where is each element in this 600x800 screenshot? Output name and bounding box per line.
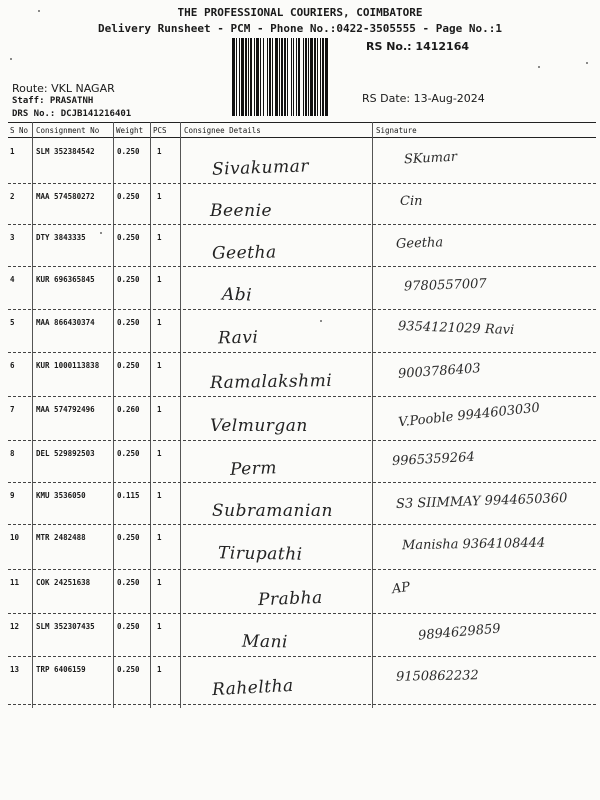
row-weight: 0.250 [117, 275, 140, 284]
row-sno: 12 [10, 622, 20, 631]
table-header-border [8, 137, 596, 138]
row-separator [8, 656, 596, 657]
row-signature-handwriting: S3 SIIMMAY 9944650360 [395, 491, 568, 512]
company-title: THE PROFESSIONAL COURIERS, COIMBATORE [177, 6, 423, 19]
staff-label: Staff: PRASATNH [12, 96, 94, 106]
row-signature-handwriting: 9780557007 [403, 276, 487, 295]
row-consignee-handwriting: Abi [221, 284, 253, 306]
row-consignment-no: SLM 352307435 [36, 622, 95, 631]
row-sno: 4 [10, 275, 15, 284]
row-consignee-handwriting: Sivakumar [211, 156, 310, 180]
header-consignee-details: Consignee Details [184, 126, 261, 135]
row-weight: 0.250 [117, 533, 140, 542]
row-weight: 0.250 [117, 622, 140, 631]
row-separator [8, 440, 596, 441]
row-separator [8, 352, 596, 353]
row-weight: 0.250 [117, 147, 140, 156]
row-signature-handwriting: 9965359264 [391, 449, 476, 470]
row-consignment-no: MTR 2482488 [36, 533, 86, 542]
row-sno: 1 [10, 147, 15, 156]
row-sno: 13 [10, 665, 20, 674]
column-divider [32, 122, 33, 708]
row-consignment-no: KUR 1000113838 [36, 361, 100, 370]
row-consignee-handwriting: Subramanian [212, 501, 333, 521]
row-pcs: 1 [157, 449, 162, 458]
row-signature-handwriting: Cin [400, 194, 423, 209]
row-pcs: 1 [157, 192, 162, 201]
row-separator [8, 183, 596, 184]
row-weight: 0.115 [117, 491, 140, 500]
row-consignment-no: COK 24251638 [36, 578, 91, 587]
row-signature-handwriting: 9894629859 [417, 621, 502, 644]
header-signature: Signature [376, 126, 417, 135]
route-label: Route: VKL NAGAR [12, 82, 115, 95]
row-consignee-handwriting: Ravi [217, 327, 259, 349]
row-weight: 0.250 [117, 361, 140, 370]
header-weight: Weight [116, 126, 144, 135]
row-sno: 3 [10, 233, 15, 242]
row-sno: 7 [10, 405, 15, 414]
row-consignee-handwriting: Perm [229, 458, 278, 480]
row-pcs: 1 [157, 491, 162, 500]
row-separator [8, 396, 596, 397]
row-consignment-no: MAA 866430374 [36, 318, 95, 327]
row-pcs: 1 [157, 622, 162, 631]
row-consignment-no: DEL 529892503 [36, 449, 95, 458]
row-sno: 11 [10, 578, 20, 587]
row-consignee-handwriting: Geetha [211, 242, 277, 264]
row-pcs: 1 [157, 533, 162, 542]
column-divider [150, 122, 151, 708]
drs-number: DRS No.: DCJB141216401 [12, 109, 132, 119]
row-signature-handwriting: 9003786403 [397, 361, 482, 382]
row-weight: 0.250 [117, 665, 140, 674]
table-top-border [8, 122, 596, 123]
row-pcs: 1 [157, 578, 162, 587]
rs-date: RS Date: 13-Aug-2024 [362, 92, 485, 105]
row-consignment-no: KUR 696365845 [36, 275, 95, 284]
row-separator [8, 309, 596, 310]
row-pcs: 1 [157, 147, 162, 156]
row-consignment-no: KMU 3536050 [36, 491, 86, 500]
runsheet-subtitle: Delivery Runsheet - PCM - Phone No.:0422-3505555 - Page No.:1 [98, 22, 502, 35]
row-pcs: 1 [157, 318, 162, 327]
header-sno: S No [10, 126, 29, 135]
row-weight: 0.250 [117, 318, 140, 327]
rs-number [366, 40, 469, 53]
row-weight: 0.250 [117, 578, 140, 587]
row-weight: 0.250 [117, 449, 140, 458]
row-separator [8, 569, 596, 570]
row-separator [8, 613, 596, 614]
header-consignment-no: Consignment No [36, 126, 100, 135]
row-signature-handwriting: Geetha [395, 235, 444, 252]
row-consignee-handwriting: Ramalakshmi [209, 370, 333, 394]
row-consignment-no: DTY 3843335 [36, 233, 86, 242]
row-signature-handwriting: 9354121029 Ravi [397, 318, 515, 339]
column-divider [180, 122, 181, 708]
row-sno: 9 [10, 491, 15, 500]
row-pcs: 1 [157, 405, 162, 414]
row-consignee-handwriting: Raheltha [211, 675, 295, 701]
row-separator [8, 224, 596, 225]
row-pcs: 1 [157, 361, 162, 370]
row-pcs: 1 [157, 233, 162, 242]
row-signature-handwriting: Manisha 9364108444 [401, 535, 546, 554]
row-sno: 6 [10, 361, 15, 370]
row-consignee-handwriting: Tirupathi [217, 543, 303, 565]
row-sno: 8 [10, 449, 15, 458]
row-signature-handwriting: 9150862232 [395, 668, 479, 685]
rs-number-value: 1412164 [415, 40, 469, 53]
row-signature-handwriting: SKumar [403, 149, 458, 168]
row-pcs: 1 [157, 275, 162, 284]
row-sno: 2 [10, 192, 15, 201]
row-consignee-handwriting: Mani [241, 631, 289, 653]
row-consignee-handwriting: Prabha [257, 587, 324, 611]
row-separator [8, 266, 596, 267]
row-sno: 5 [10, 318, 15, 327]
column-divider [372, 122, 373, 708]
row-weight: 0.250 [117, 233, 140, 242]
barcode [232, 38, 358, 116]
row-consignee-handwriting: Beenie [210, 201, 273, 221]
row-separator [8, 524, 596, 525]
row-consignment-no: TRP 6406159 [36, 665, 86, 674]
barcode-gap [328, 38, 329, 116]
row-consignment-no: SLM 352384542 [36, 147, 95, 156]
row-consignment-no: MAA 574580272 [36, 192, 95, 201]
column-divider [113, 122, 114, 708]
row-separator [8, 704, 596, 705]
row-signature-handwriting: V.Pooble 9944603030 [397, 400, 541, 431]
header-pcs: PCS [153, 126, 167, 135]
row-separator [8, 482, 596, 483]
row-consignee-handwriting: Velmurgan [210, 416, 308, 436]
row-pcs: 1 [157, 665, 162, 674]
row-signature-handwriting: AP [391, 579, 412, 598]
row-weight: 0.250 [117, 192, 140, 201]
row-consignment-no: MAA 574792496 [36, 405, 95, 414]
rs-number-label: RS No.: [366, 40, 412, 53]
row-weight: 0.260 [117, 405, 140, 414]
row-sno: 10 [10, 533, 20, 542]
